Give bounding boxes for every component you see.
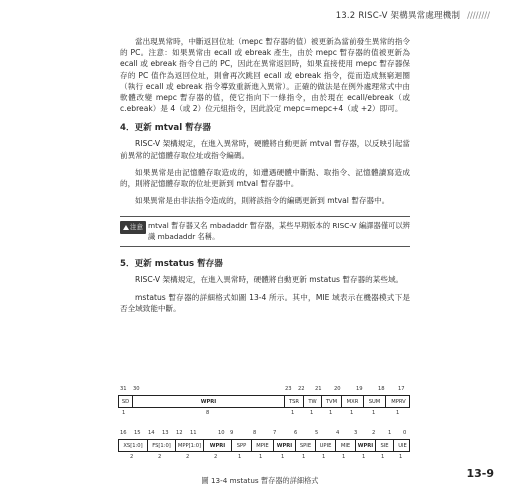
header-section-number: 13.2 [335,11,356,21]
paragraph-mepc: 當出現異常時，中斷返回位址（mepc 暫存器的值）被更新為當前發生異常的指令的 PC。注意：如果異常由 ecall 或 ebreak 產生，由於 mepc 暫存器的值被更新為 ecall 或 ebreak 指令自己的 PC，因此在異常返回時，如果直接使用 mepc 暫存器保存的 PC 值作為返回位址，則會再次跳回 ecall 或 ebreak 指令，從而造成無窮迴圈（執行 ecall 或 ebreak 指令導致重新進入異常）。正確的做法是在例外處理常式中由軟體改變 mepc 暫存器的值，使它指向下一條指令，由於現在 ecall/ebreak（或 c.ebreak）是 4（或 2）位元組指令，因此設定 mepc=mepc+4（或 +2）即可。 [120,37,410,114]
bit-index: 17 [398,386,405,392]
bit-index: 18 [378,386,385,392]
paragraph-mstatus-2: mstatus 暫存器的詳細格式如圖 13-4 所示。其中，MIE 域表示在機器模式下是否全域致能中斷。 [120,292,410,313]
field-width: 1 [342,454,346,460]
field-tvm: TVM [321,396,341,407]
field-cells [118,395,410,408]
field-width: 1 [381,454,385,460]
bit-index: 6 [294,430,298,436]
paragraph-mtval-1: RISC-V 架構規定，在進入異常時，硬體將自動更新 mtval 暫存器，以反映引起當前異常的記憶體存取位址或指令編碼。 [120,139,410,160]
bit-index: 7 [273,430,277,436]
note-text: mtval 暫存器又名 mbadaddr 暫存器，某些早期版本的 RISC-V 編譯器僅可以辨識 mbadaddr 名稱。 [148,221,410,242]
bit-index: 16 [120,430,127,436]
paragraph-mtval-2: 如果異常是由記憶體存取造成的，如遭遇硬體中斷點、取指令、記憶體讀寫造成的，則將記憶體存取的位址更新到 mtval 暫存器中。 [120,167,410,189]
field-width: 1 [396,410,400,416]
bit-index: 14 [148,430,155,436]
bit-index: 19 [356,386,363,392]
bit-index: 22 [298,386,305,392]
field-width: 1 [350,410,354,416]
bit-index: 10 [218,430,225,436]
field-sd: SD [121,398,130,405]
field-width: 2 [158,454,162,460]
field-width: 1 [310,410,314,416]
field-width: 2 [214,454,218,460]
bit-index: 21 [315,386,322,392]
field-uie: UIE [393,440,411,451]
bit-index: 1 [388,430,392,436]
note-badge [120,221,146,234]
bit-index: 5 [315,430,319,436]
field-mprv: MPRV [385,396,411,407]
header-decoration: //////// [467,11,490,21]
field-width: 1 [302,454,306,460]
bit-index: 8 [253,430,257,436]
field-wpri: WPRI [132,396,284,407]
running-header [336,9,490,21]
bit-index: 2 [372,430,376,436]
heading-mtval: 4．更新 mtval 暫存器 [120,123,211,134]
field-width: 1 [372,410,376,416]
bit-index: 0 [403,430,407,436]
figure-caption: 圖 13-4 mstatus 暫存器的詳細格式 [201,476,319,485]
field-wpri: WPRI [355,440,375,451]
field-tw: TW [303,396,321,407]
field-width: 1 [281,454,285,460]
field-width: 1 [322,454,326,460]
bit-index: 20 [334,386,341,392]
field-width: 1 [291,410,295,416]
bit-index: 11 [190,430,197,436]
field-mie: MIE [335,440,355,451]
field-tsr: TSR [284,396,303,407]
field-width: 2 [130,454,134,460]
bit-index: 15 [134,430,141,436]
field-width: 8 [206,410,210,416]
field-sie: SIE [375,440,393,451]
bit-index-row [118,386,410,395]
bit-index: 23 [285,386,292,392]
field-sum: SUM [363,396,385,407]
field-width: 1 [399,454,403,460]
paragraph-mstatus-1: RISC-V 架構規定，在進入異常時，硬體將自動更新 mstatus 暫存器的某些域。 [135,275,404,285]
warning-icon [123,225,129,230]
bit-index: 3 [354,430,358,436]
bit-index: 13 [162,430,169,436]
bit-index-row [118,430,410,439]
field-cells [118,439,410,452]
field-upie: UPIE [315,440,335,451]
heading-mstatus: 5．更新 mstatus 暫存器 [120,259,223,270]
bit-index: 4 [336,430,340,436]
register-row-high [118,386,410,428]
bit-index: 12 [176,430,183,436]
field-width: 1 [259,454,263,460]
body-text [120,36,410,320]
field-width: 1 [362,454,366,460]
field-width: 1 [238,454,242,460]
field-fs: FS[1:0] [147,440,175,451]
register-row-low [118,430,410,472]
paragraph-mtval-3: 如果異常是由非法指令造成的，則將該指令的編碼更新到 mtval 暫存器中。 [135,196,390,206]
field-mpie: MPIE [251,440,273,451]
header-title: RISC-V 架構異常處理機制 [358,11,461,21]
field-spp: SPP [231,440,251,451]
page-number: 13-9 [466,467,494,480]
bit-index: 31 [120,386,127,392]
field-xs: XS[1:0] [123,442,143,449]
field-wpri: WPRI [273,440,295,451]
field-spie: SPIE [295,440,315,451]
note-badge-label: 注意 [130,223,143,232]
field-mxr: MXR [341,396,363,407]
field-width: 2 [186,454,190,460]
field-wpri: WPRI [203,440,231,451]
field-mpp: MPP[1:0] [175,440,203,451]
bit-index: 30 [133,386,140,392]
mstatus-figure [118,386,410,472]
field-width: 1 [329,410,333,416]
field-width: 1 [122,410,126,416]
note-box [120,216,410,247]
bit-index: 9 [230,430,234,436]
